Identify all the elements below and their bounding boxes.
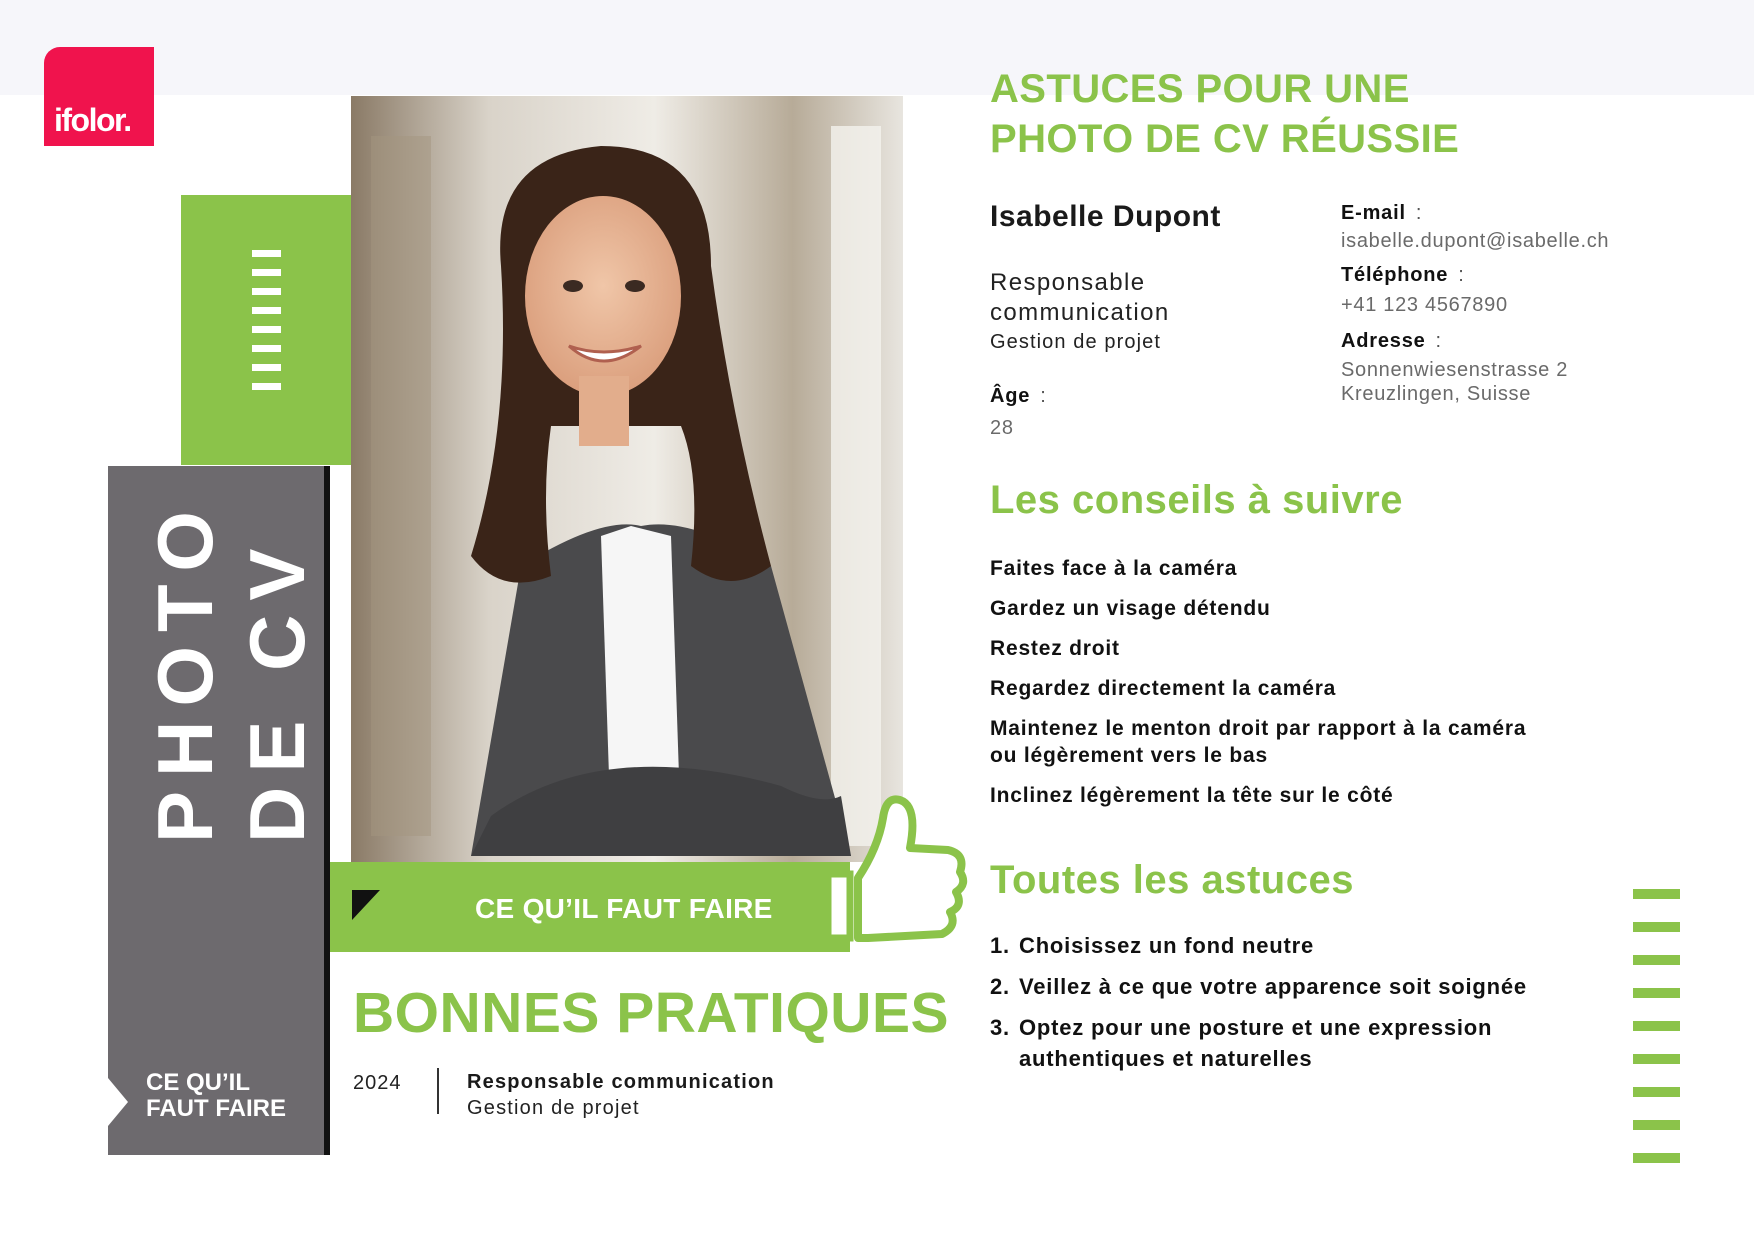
astuces-list (990, 930, 1610, 1084)
phone-value[interactable]: +41 123 4567890 (1341, 294, 1508, 316)
vertical-title-line1: PHOTO (141, 497, 229, 843)
page-title-line2: PHOTO DE CV RÉUSSIE (990, 117, 1460, 161)
profile-job (990, 268, 1170, 328)
profile-job-line2: communication (990, 299, 1170, 326)
white-tick-marks (252, 250, 282, 402)
page-title-line1: ASTUCES POUR UNE (990, 67, 1410, 111)
panel-notch (108, 1078, 128, 1126)
astuces-title: Toutes les astuces (990, 858, 1354, 902)
portrait-photo (351, 96, 903, 862)
profile-name: Isabelle Dupont (990, 200, 1221, 233)
list-item: Restez droit (990, 637, 1120, 660)
banner-corner (352, 890, 380, 920)
sidebar-caption: CE QU’IL FAUT FAIRE (146, 1069, 287, 1122)
ifolor-logo[interactable] (44, 47, 154, 146)
list-item: Gardez un visage détendu (990, 597, 1271, 620)
list-item: Regardez directement la caméra (990, 677, 1337, 700)
conseils-title: Les conseils à suivre (990, 478, 1403, 522)
conseils-list (990, 555, 1550, 822)
logo-text: ifolor. (54, 102, 131, 138)
profile-department: Gestion de projet (990, 331, 1162, 353)
age-label: Âge : (990, 385, 1047, 407)
thumbs-up-icon (808, 788, 968, 958)
green-tick-marks (1633, 889, 1680, 1186)
panel-edge (324, 466, 330, 1155)
address-line1: Sonnenwiesenstrasse 2 (1341, 359, 1569, 381)
footer-divider (437, 1068, 439, 1114)
profile-job-line1: Responsable (990, 269, 1146, 296)
list-item: Faites face à la caméra (990, 557, 1238, 580)
list-item: 3. Optez pour une posture et une expression authentiques et naturelles (990, 1015, 1493, 1071)
list-item: Maintenez le menton droit par rapport à la caméra ou légèrement vers le bas (990, 717, 1527, 767)
list-item: 2. Veillez à ce que votre apparence soit soignée (990, 974, 1527, 999)
portrait-illustration (351, 96, 903, 862)
address-line2: Kreuzlingen, Suisse (1341, 383, 1532, 405)
phone-label: Téléphone : (1341, 264, 1465, 286)
page-title (990, 64, 1459, 164)
top-band (0, 0, 1754, 95)
section-title: BONNES PRATIQUES (353, 981, 950, 1045)
email-value[interactable]: isabelle.dupont@isabelle.ch (1341, 230, 1610, 252)
vertical-title-line2: DE CV (233, 534, 321, 843)
list-item: 1. Choisissez un fond neutre (990, 933, 1315, 958)
email-label: E-mail : (1341, 202, 1423, 224)
list-item: Inclinez légèrement la tête sur le côté (990, 784, 1394, 807)
age-value: 28 (990, 417, 1014, 439)
footer-department: Gestion de projet (467, 1097, 640, 1119)
footer-year: 2024 (353, 1072, 402, 1094)
footer-role: Responsable communication (467, 1071, 775, 1093)
banner-label: CE QU’IL FAUT FAIRE (475, 893, 773, 924)
address-label: Adresse : (1341, 330, 1442, 352)
